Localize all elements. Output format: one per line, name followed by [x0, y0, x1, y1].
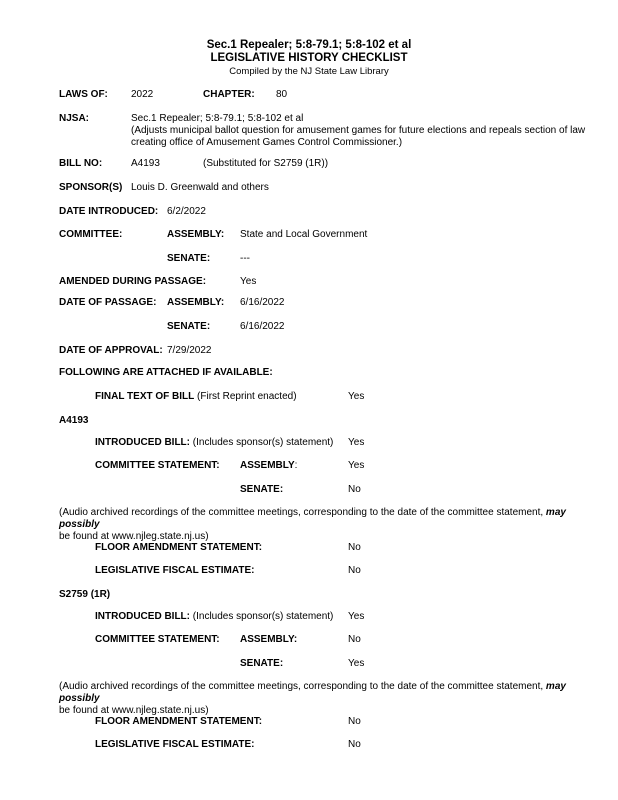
- laws-of-value: 2022: [131, 89, 154, 100]
- bill-no-note: (Substituted for S2759 (1R)): [203, 158, 329, 169]
- passage-senate-value: 6/16/2022: [240, 321, 285, 332]
- passage-assembly-value: 6/16/2022: [240, 297, 285, 308]
- amended-label: AMENDED DURING PASSAGE:: [59, 276, 207, 287]
- committee-label: COMMITTEE:: [59, 229, 123, 240]
- a4193-fiscal-label: LEGISLATIVE FISCAL ESTIMATE:: [95, 565, 255, 576]
- a4193-assembly-row: [240, 460, 297, 471]
- s2759-floor-value: No: [348, 716, 361, 727]
- a4193-floor-value: No: [348, 542, 361, 553]
- sponsor-value: Louis D. Greenwald and others: [131, 182, 269, 193]
- laws-of-label: LAWS OF:: [59, 89, 108, 100]
- a4193-senate-label: SENATE:: [240, 484, 284, 495]
- date-introduced-value: 6/2/2022: [167, 206, 206, 217]
- s2759-assembly-label: ASSEMBLY:: [240, 634, 298, 645]
- attached-heading: FOLLOWING ARE ATTACHED IF AVAILABLE:: [59, 367, 273, 378]
- s2759-committee-label: COMMITTEE STATEMENT:: [95, 634, 220, 645]
- approval-label: DATE OF APPROVAL:: [59, 345, 163, 356]
- s2759-assembly-value: No: [348, 634, 361, 645]
- a4193-introduced-row: [95, 437, 333, 448]
- a4193-audio-note: [59, 507, 604, 543]
- a4193-floor-label: FLOOR AMENDMENT STATEMENT:: [95, 542, 263, 553]
- a4193-introduced-label: INTRODUCED BILL:: [95, 437, 190, 448]
- chapter-label: CHAPTER:: [203, 89, 255, 100]
- a4193-committee-label: COMMITTEE STATEMENT:: [95, 460, 220, 471]
- bill-no-label: BILL NO:: [59, 158, 103, 169]
- committee-assembly-value: State and Local Government: [240, 229, 368, 240]
- committee-senate-value: ---: [240, 253, 250, 264]
- njsa-value: Sec.1 Repealer; 5:8-79.1; 5:8-102 et al: [131, 113, 304, 124]
- njsa-label: NJSA:: [59, 113, 90, 124]
- njsa-description-1: (Adjusts municipal ballot question for amusement games for future elections and repeals section of law: [131, 125, 586, 136]
- a4193-introduced-note: (Includes sponsor(s) statement): [192, 437, 334, 448]
- title-line-1: Sec.1 Repealer; 5:8-79.1; 5:8-102 et al: [206, 39, 412, 51]
- njsa-description-2: creating office of Amusement Games Control Commissioner.): [131, 137, 403, 148]
- section-heading-s2759: S2759 (1R): [59, 589, 111, 600]
- passage-assembly-label: ASSEMBLY:: [167, 297, 225, 308]
- title-line-2: LEGISLATIVE HISTORY CHECKLIST: [210, 52, 408, 64]
- final-text-label: FINAL TEXT OF BILL: [95, 391, 195, 402]
- final-text-row: [95, 391, 297, 402]
- s2759-senate-label: SENATE:: [240, 658, 284, 669]
- final-text-note: (First Reprint enacted): [197, 391, 297, 402]
- chapter-value: 80: [276, 89, 288, 100]
- s2759-introduced-label: INTRODUCED BILL:: [95, 611, 190, 622]
- final-text-value: Yes: [348, 391, 365, 402]
- a4193-audio-text: (Audio archived recordings of the committee meetings, corresponding to the date of the committee statement,: [59, 507, 544, 518]
- date-introduced-label: DATE INTRODUCED:: [59, 206, 159, 217]
- bill-no-value: A4193: [131, 158, 160, 169]
- a4193-assembly-label: ASSEMBLY: [240, 460, 295, 471]
- a4193-audio-emphasis: may possibly: [59, 507, 566, 530]
- s2759-introduced-note: (Includes sponsor(s) statement): [192, 611, 334, 622]
- s2759-fiscal-label: LEGISLATIVE FISCAL ESTIMATE:: [95, 739, 255, 750]
- a4193-audio-link-text: be found at www.njleg.state.nj.us): [59, 531, 209, 542]
- s2759-audio-emphasis: may possibly: [59, 681, 566, 704]
- passage-senate-label: SENATE:: [167, 321, 211, 332]
- s2759-audio-link-text: be found at www.njleg.state.nj.us): [59, 705, 209, 716]
- s2759-floor-label: FLOOR AMENDMENT STATEMENT:: [95, 716, 263, 727]
- section-heading-a4193: A4193: [59, 415, 89, 426]
- committee-assembly-label: ASSEMBLY:: [167, 229, 225, 240]
- s2759-introduced-row: [95, 611, 333, 622]
- s2759-audio-note: [59, 681, 604, 717]
- passage-label: DATE OF PASSAGE:: [59, 297, 157, 308]
- a4193-fiscal-value: No: [348, 565, 361, 576]
- sponsor-label: SPONSOR(S): [59, 182, 123, 193]
- s2759-fiscal-value: No: [348, 739, 361, 750]
- a4193-assembly-value: Yes: [348, 460, 365, 471]
- a4193-senate-value: No: [348, 484, 361, 495]
- committee-senate-label: SENATE:: [167, 253, 211, 264]
- a4193-assembly-colon: :: [294, 460, 298, 471]
- approval-value: 7/29/2022: [167, 345, 212, 356]
- a4193-introduced-value: Yes: [348, 437, 365, 448]
- compiled-by: Compiled by the NJ State Law Library: [229, 66, 389, 77]
- s2759-senate-value: Yes: [348, 658, 365, 669]
- amended-value: Yes: [240, 276, 257, 287]
- s2759-audio-text: (Audio archived recordings of the committee meetings, corresponding to the date of the committee statement,: [59, 681, 544, 692]
- s2759-introduced-value: Yes: [348, 611, 365, 622]
